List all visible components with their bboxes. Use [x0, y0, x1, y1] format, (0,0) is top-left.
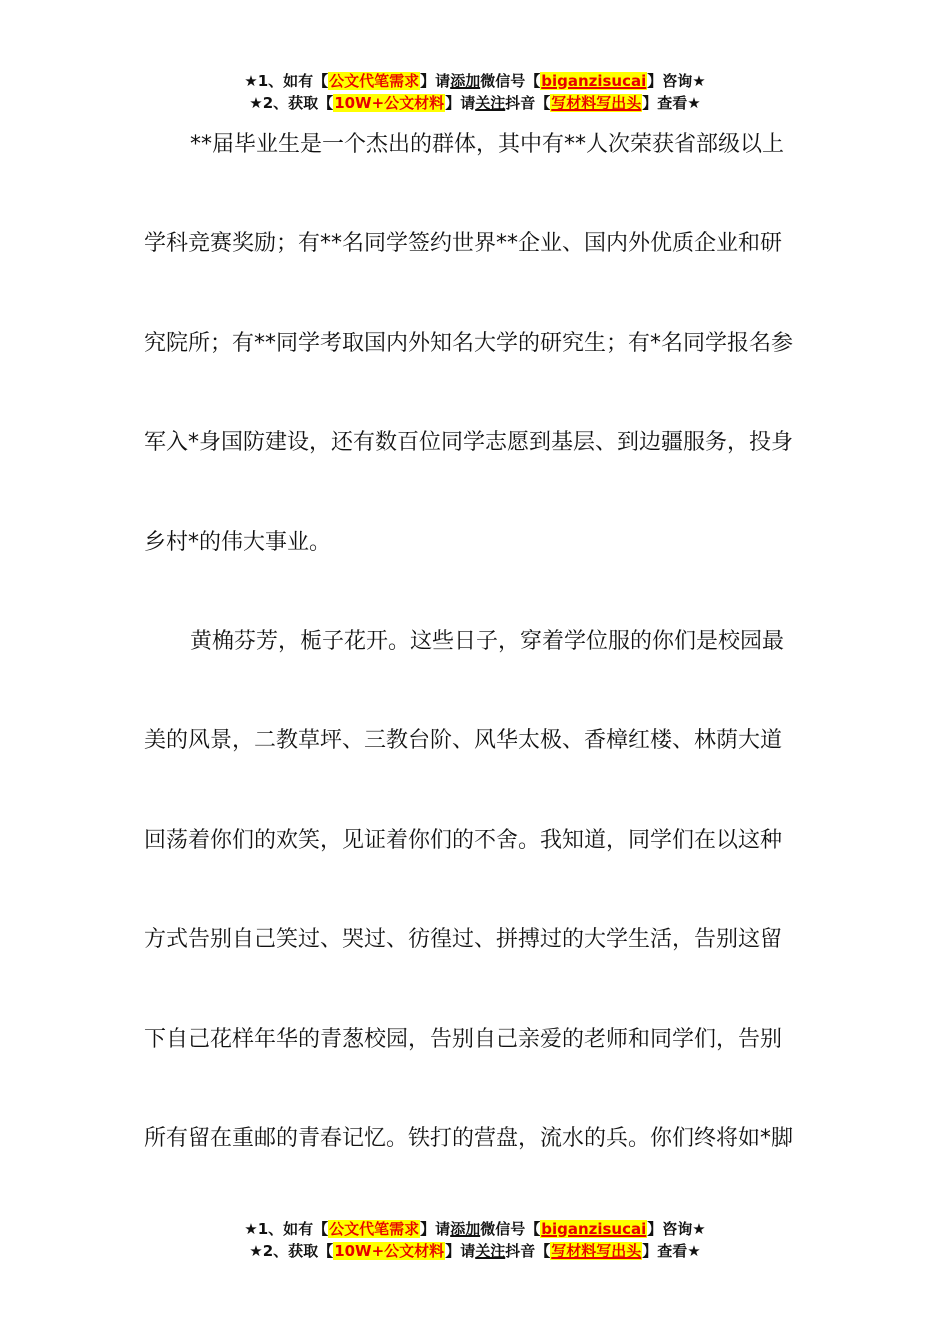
paragraph-2-line: 美的风景，二教草坪、三教台阶、风华太极、香樟红楼、林荫大道	[144, 728, 783, 754]
banner-highlight: 公文代笔需求	[329, 1220, 420, 1238]
header-banner-line-1	[0, 70, 950, 92]
banner-highlight: 公文代笔需求	[329, 72, 420, 90]
paragraph-1-line: 学科竞赛奖励；有**名同学签约世界**企业、国内外优质企业和研	[144, 231, 783, 257]
banner-text: 】咨询★	[647, 72, 706, 90]
paragraph-1-line: 乡村*的伟大事业。	[144, 529, 332, 555]
banner-text: 】请	[445, 1242, 476, 1260]
header-banner-line-2	[0, 92, 950, 114]
banner-text: ★2、获取【	[249, 94, 334, 112]
header-banner	[0, 70, 950, 114]
footer-banner	[0, 1218, 950, 1262]
paragraph-2-line: 方式告别自己笑过、哭过、彷徨过、拼搏过的大学生活，告别这留	[144, 927, 783, 953]
banner-douyin-id: 写材料写出头	[551, 94, 642, 112]
banner-underlined: 关注	[475, 94, 506, 112]
banner-text: 】请	[445, 94, 476, 112]
paragraph-1-line: **届毕业生是一个杰出的群体，其中有**人次荣获省部级以上	[190, 132, 785, 157]
footer-banner-line-1	[0, 1218, 950, 1240]
banner-text: 抖音【	[505, 94, 551, 112]
banner-highlight: 10W+公文材料	[334, 1242, 445, 1260]
paragraph-1-line: 军入*身国防建设，还有数百位同学志愿到基层、到边疆服务，投身	[144, 430, 794, 456]
banner-text: 微信号【	[480, 72, 541, 90]
paragraph-2-line: 下自己花样年华的青葱校园，告别自己亲爱的老师和同学们，告别	[144, 1026, 783, 1052]
banner-highlight: 10W+公文材料	[334, 94, 445, 112]
paragraph-2-line: 黄桷芬芳，栀子花开。这些日子，穿着学位服的你们是校园最	[190, 628, 785, 654]
paragraph-1-line: 究院所；有**同学考取国内外知名大学的研究生；有*名同学报名参	[144, 330, 794, 356]
paragraph-2-line: 回荡着你们的欢笑，见证着你们的不舍。我知道，同学们在以这种	[144, 827, 783, 853]
banner-text: 】查看★	[642, 1242, 701, 1260]
banner-text: 】咨询★	[647, 1220, 706, 1238]
banner-text: ★2、获取【	[249, 1242, 334, 1260]
footer-banner-line-2	[0, 1240, 950, 1262]
banner-underlined: 添加	[450, 72, 481, 90]
banner-text: 】查看★	[642, 94, 701, 112]
banner-wechat-id: biganzisucai	[541, 1220, 647, 1238]
banner-text: 抖音【	[505, 1242, 551, 1260]
banner-text: 微信号【	[480, 1220, 541, 1238]
paragraph-2-line: 所有留在重邮的青春记忆。铁打的营盘，流水的兵。你们终将如*脚	[144, 1125, 794, 1151]
banner-douyin-id: 写材料写出头	[551, 1242, 642, 1260]
banner-underlined: 关注	[475, 1242, 506, 1260]
banner-text: ★1、如有【	[244, 1220, 329, 1238]
banner-text: 】请	[420, 1220, 451, 1238]
banner-underlined: 添加	[450, 1220, 481, 1238]
banner-text: 】请	[420, 72, 451, 90]
banner-wechat-id: biganzisucai	[541, 72, 647, 90]
banner-text: ★1、如有【	[244, 72, 329, 90]
document-body	[144, 122, 806, 1215]
